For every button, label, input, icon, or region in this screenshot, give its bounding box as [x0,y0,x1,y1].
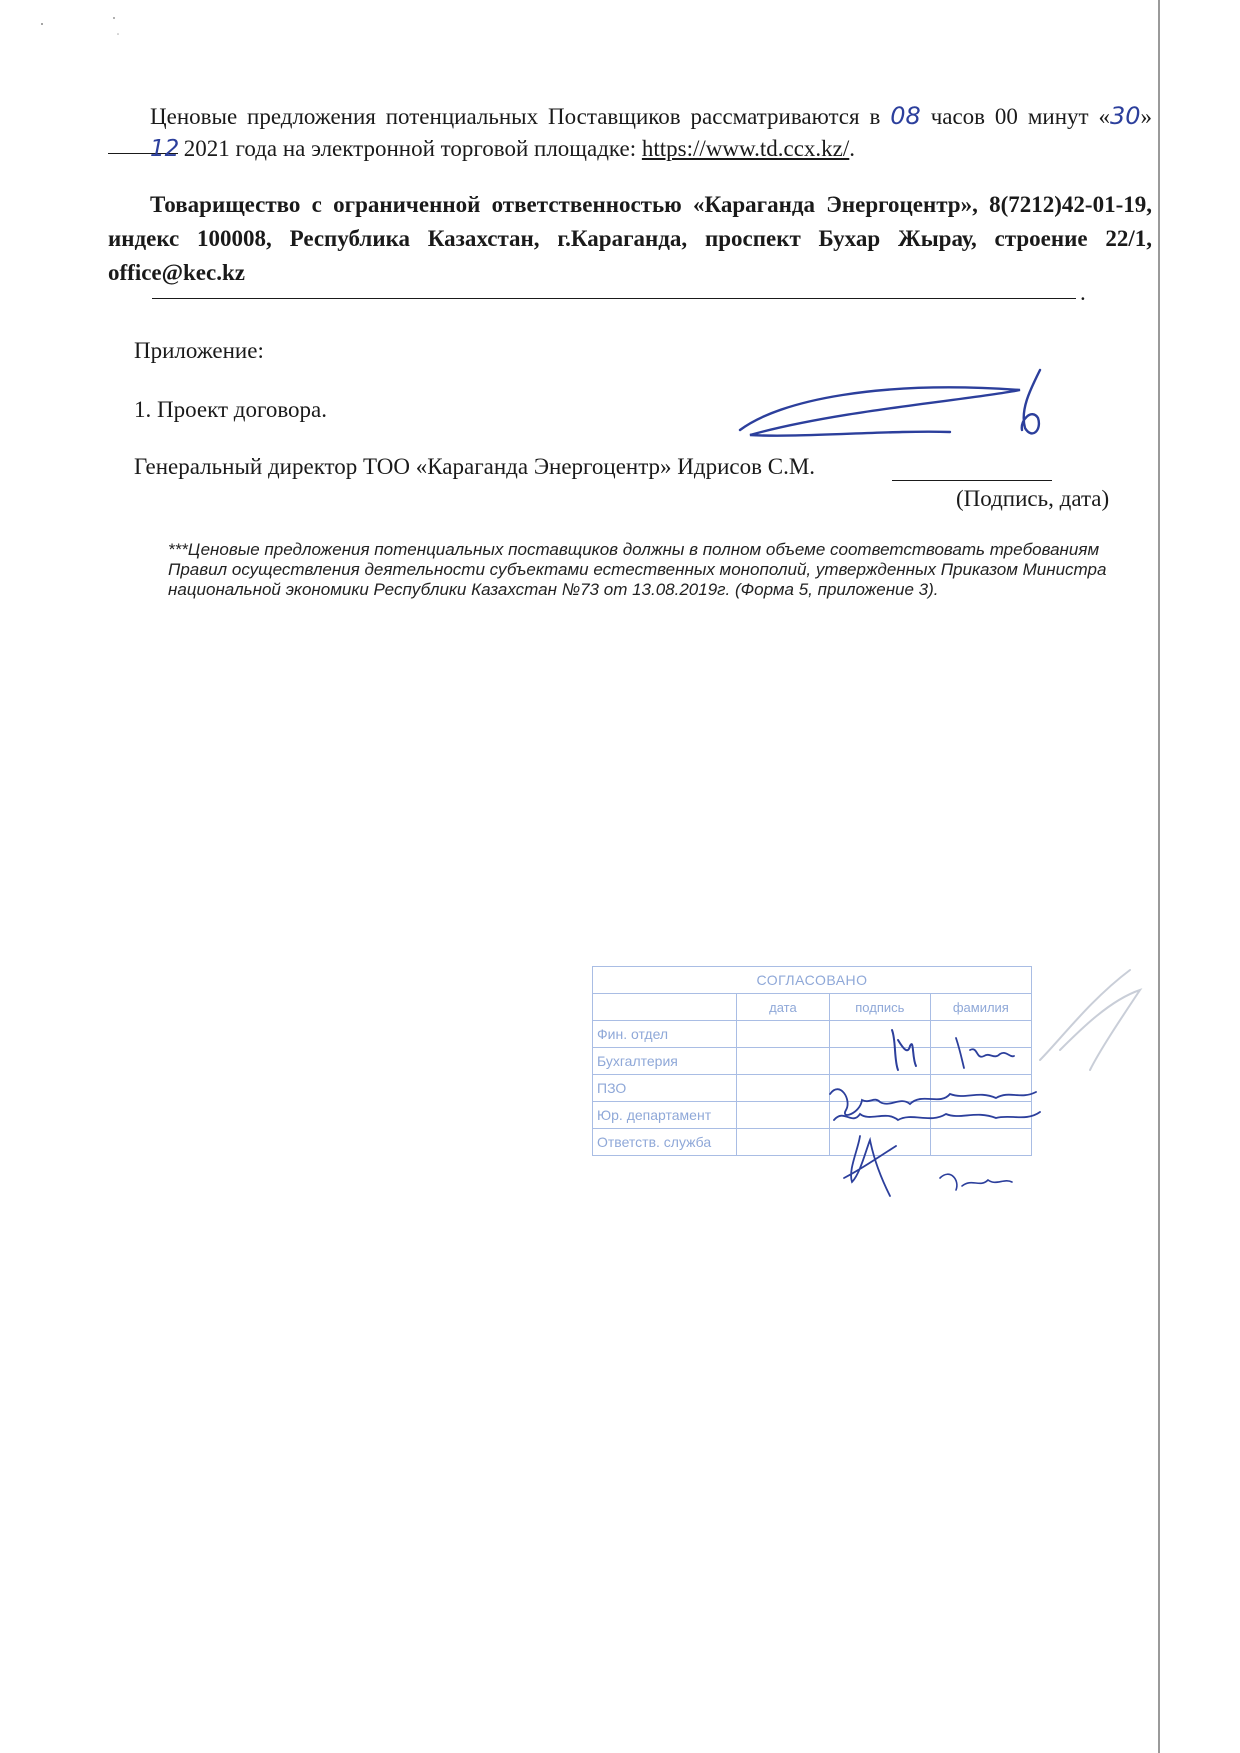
review-text-part: Ценовые предложения потенциальных Поставщиков рассматриваются в [150,104,891,129]
line-period: . [1080,280,1086,305]
handwritten-hour: 08 [890,102,921,130]
organizer-details-paragraph: Товарищество с ограниченной ответственностью «Караганда Энергоцентр», 8(7212)42-01-19, индекс 100008, Республика Казахстан, г.Караганда, проспект Бухар Жырау, строение 22/1, office@kec.kz [108,192,1152,285]
review-text-part: 2021 года на электронной торговой площадке: [178,136,642,161]
approval-row-label: Ответств. служба [593,1129,737,1156]
approval-row-label: Бухгалтерия [593,1048,737,1075]
faint-signature-icon [1030,960,1160,1080]
director-signature-icon [720,360,1070,460]
approval-col-signature: подпись [830,994,931,1021]
approval-header-empty [593,994,737,1021]
approval-title: СОГЛАСОВАНО [593,967,1032,994]
scan-edge-line [1158,0,1160,1753]
review-time-paragraph [108,100,1152,165]
approval-row-label: Фин. отдел [593,1021,737,1048]
approval-col-date: дата [736,994,829,1021]
signature-underline [892,480,1052,481]
appendix-item-1: 1. Проект договора. [134,397,327,422]
review-text-part: часов 00 минут « [920,104,1110,129]
footnote: ***Ценовые предложения потенциальных поставщиков должны в полном объеме соответствовать требованиям Правил осуществления деятельности субъектами естественных монополий, утвержденных Приказом Министра национальной экономики Республики Казахстан №73 от 13.08.2019г. (Форма 5, приложение 3). [168,540,1107,599]
handwritten-day: 30 [1109,102,1141,130]
handwritten-month: 12 [108,133,178,154]
review-text-part: . [849,136,856,161]
appendix-label: Приложение: [134,338,264,363]
platform-link[interactable]: https://www.td.ccx.kz/ [641,136,850,161]
approval-col-surname: фамилия [930,994,1031,1021]
approval-row-label: Юр. департамент [593,1102,737,1129]
approval-row-label: ПЗО [593,1075,737,1102]
director-signature-line: Генеральный директор ТОО «Караганда Энергоцентр» Идрисов С.М. [134,454,816,479]
review-text-part: » [1140,104,1152,129]
fill-in-line [152,298,1076,299]
signature-caption: (Подпись, дата) [956,486,1110,511]
scan-specks [38,10,128,40]
